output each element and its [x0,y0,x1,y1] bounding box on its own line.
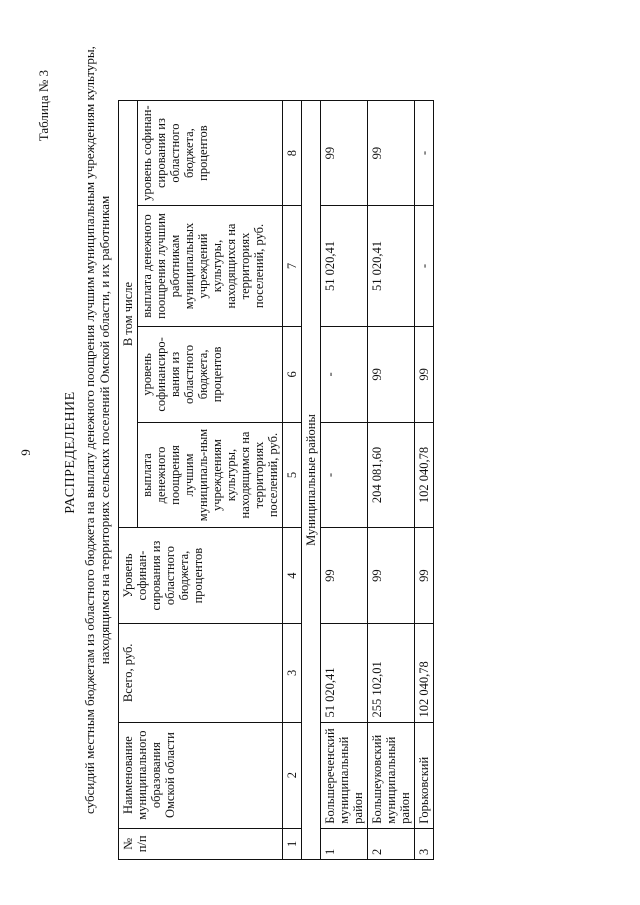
table-row [321,101,368,860]
column-index-cell: 2 [283,722,302,828]
row-pay-institutions: 102 040,78 [415,422,434,527]
column-index-cell: 1 [283,828,302,859]
row-total: 51 020,41 [321,624,368,722]
distribution-table [118,100,434,860]
header-level-workers: уровень софинан-сирования из областного бюджета, процентов [138,101,283,206]
row-pay-institutions: 204 081,60 [368,422,415,527]
row-level-workers: 99 [321,101,368,206]
row-total: 255 102,01 [368,624,415,722]
header-pay-workers: выплата денежного поощрения лучшим работникам муниципальных учреждений культуры, находящихся на территориях поселений, руб. [138,206,283,327]
row-level-institutions: - [321,326,368,422]
header-level-institutions: уровень софинансиро-вания из областного бюджета, процентов [138,326,283,422]
document-title: РАСПРЕДЕЛЕНИЕ [63,391,78,514]
row-pay-workers: - [415,206,434,327]
column-index-cell: 3 [283,624,302,722]
row-name: Большеуковский муниципальный район [368,722,415,828]
column-index-cell: 6 [283,326,302,422]
row-level-workers: 99 [368,101,415,206]
row-name: Большереченский муниципальный район [321,722,368,828]
header-total: Всего, руб. [119,624,283,722]
column-index-row [283,101,302,860]
row-level-institutions: 99 [415,326,434,422]
header-name: Наименование муниципального образования Омской области [119,722,283,828]
section-row [302,101,321,860]
row-pay-workers: 51 020,41 [368,206,415,327]
table-label: Таблица № 3 [36,70,51,142]
row-num: 1 [321,828,368,859]
row-name: Горьковский [415,722,434,828]
row-pay-institutions: - [321,422,368,527]
row-total: 102 040,78 [415,624,434,722]
column-index-cell: 4 [283,528,302,624]
column-index-cell: 5 [283,422,302,527]
header-num: № п/п [119,828,283,859]
header-including: В том числе [119,101,138,528]
column-index-cell: 7 [283,206,302,327]
document-subtitle: субсидий местным бюджетам из областного бюджета на выплату денежного поощрения лучшим муниципальным учреждениям культуры, находящимся на территориях сельских поселений Омской области, и их работникам [82,46,112,814]
header-pay-institutions: выплата денежного поощрения лучшим муниципаль-ным учреждениям культуры, находящимся на территориях поселений, руб. [138,422,283,527]
column-index-cell: 8 [283,101,302,206]
row-level: 99 [321,528,368,624]
table-row [415,101,434,860]
row-level: 99 [415,528,434,624]
row-num: 3 [415,828,434,859]
table-header-row [119,101,138,860]
section-title: Муниципальные районы [302,101,321,860]
row-num: 2 [368,828,415,859]
table-row [368,101,415,860]
row-level-institutions: 99 [368,326,415,422]
page-number: 9 [18,449,33,456]
row-level-workers: - [415,101,434,206]
row-pay-workers: 51 020,41 [321,206,368,327]
header-level: Уровень софинан-сирования из областного бюджета, процентов [119,528,283,624]
row-level: 99 [368,528,415,624]
